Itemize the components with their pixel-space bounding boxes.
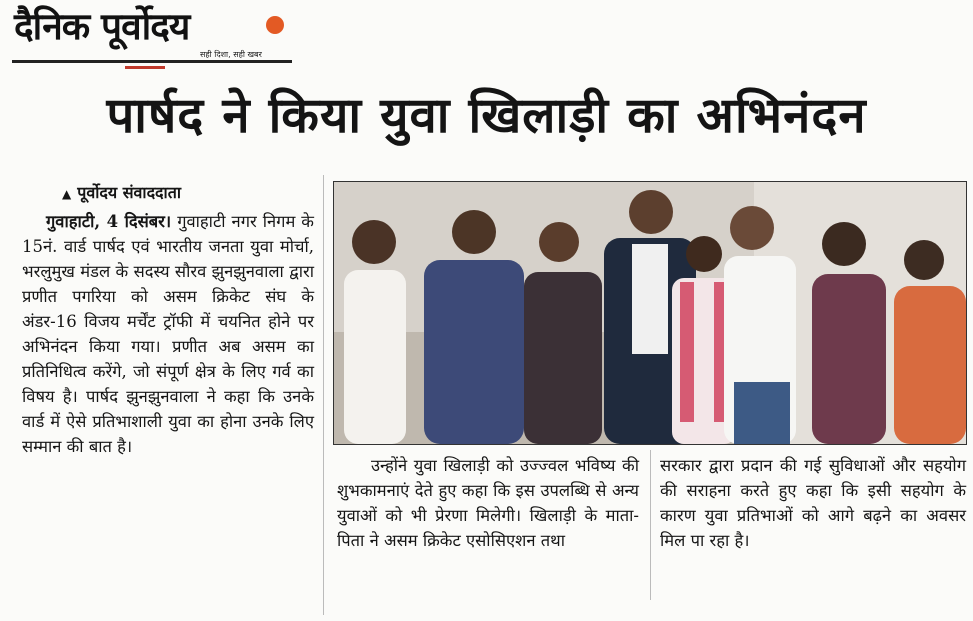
masthead-red-accent bbox=[125, 66, 165, 69]
article-column-middle: उन्होंने युवा खिलाड़ी को उज्ज्वल भविष्य की शुभकामनाएं देते हुए कहा कि इस उपलब्धि से अन्य युवाओं को भी प्रेरणा मिलेगी। खिलाड़ी के माता-पिता ने असम क्रिकेट एसोसिएशन तथा bbox=[337, 456, 639, 550]
column-divider bbox=[323, 175, 324, 615]
paragraph-left bbox=[22, 209, 314, 459]
triangle-icon: ▲ bbox=[62, 187, 72, 201]
byline-text: पूर्वोदय संवाददाता bbox=[77, 183, 181, 202]
article-photo bbox=[333, 181, 967, 445]
body-text-left: गुवाहाटी नगर निगम के 15नं. वार्ड पार्षद एवं भारतीय जनता युवा मोर्चा, भरलुमुख मंडल के सदस्य सौरव झुनझुनवाला द्वारा प्रणीत पगरिया को असम क्रिकेट संघ के अंडर-16 विजय मर्चेंट ट्रॉफी में चयनित होने पर अभिनंदन किया गया। प्रणीत अब असम का प्रतिनिधित्व करेंगे, जो संपूर्ण क्षेत्र के लिए गर्व का विषय है। पार्षद झुनझुनवाला ने कहा कि उनके वार्ड में ऐसे प्रतिभाशाली युवा का होना उनके लिए सम्मान की बात है। bbox=[22, 212, 314, 456]
article-column-right: सरकार द्वारा प्रदान की गई सुविधाओं और सहयोग की सराहना करते हुए कहा कि इसी सहयोग के कारण युवा प्रतिभाओं को आगे बढ़ने का अवसर मिल पा रहा है। bbox=[660, 456, 966, 550]
column-divider-2 bbox=[650, 450, 651, 600]
logo-tagline: सही दिशा, सही खबर bbox=[200, 50, 262, 59]
masthead bbox=[10, 4, 300, 74]
group-photo-illustration bbox=[334, 182, 966, 444]
logo-dot-icon bbox=[266, 16, 284, 34]
byline bbox=[62, 180, 314, 207]
dateline: गुवाहाटी, 4 दिसंबर। bbox=[46, 212, 172, 231]
article-headline: पार्षद ने किया युवा खिलाड़ी का अभिनंदन bbox=[106, 87, 867, 144]
newspaper-logo: दैनिक पूर्वोदय bbox=[14, 4, 190, 48]
masthead-rule bbox=[12, 60, 292, 63]
article-column-left bbox=[22, 180, 314, 459]
